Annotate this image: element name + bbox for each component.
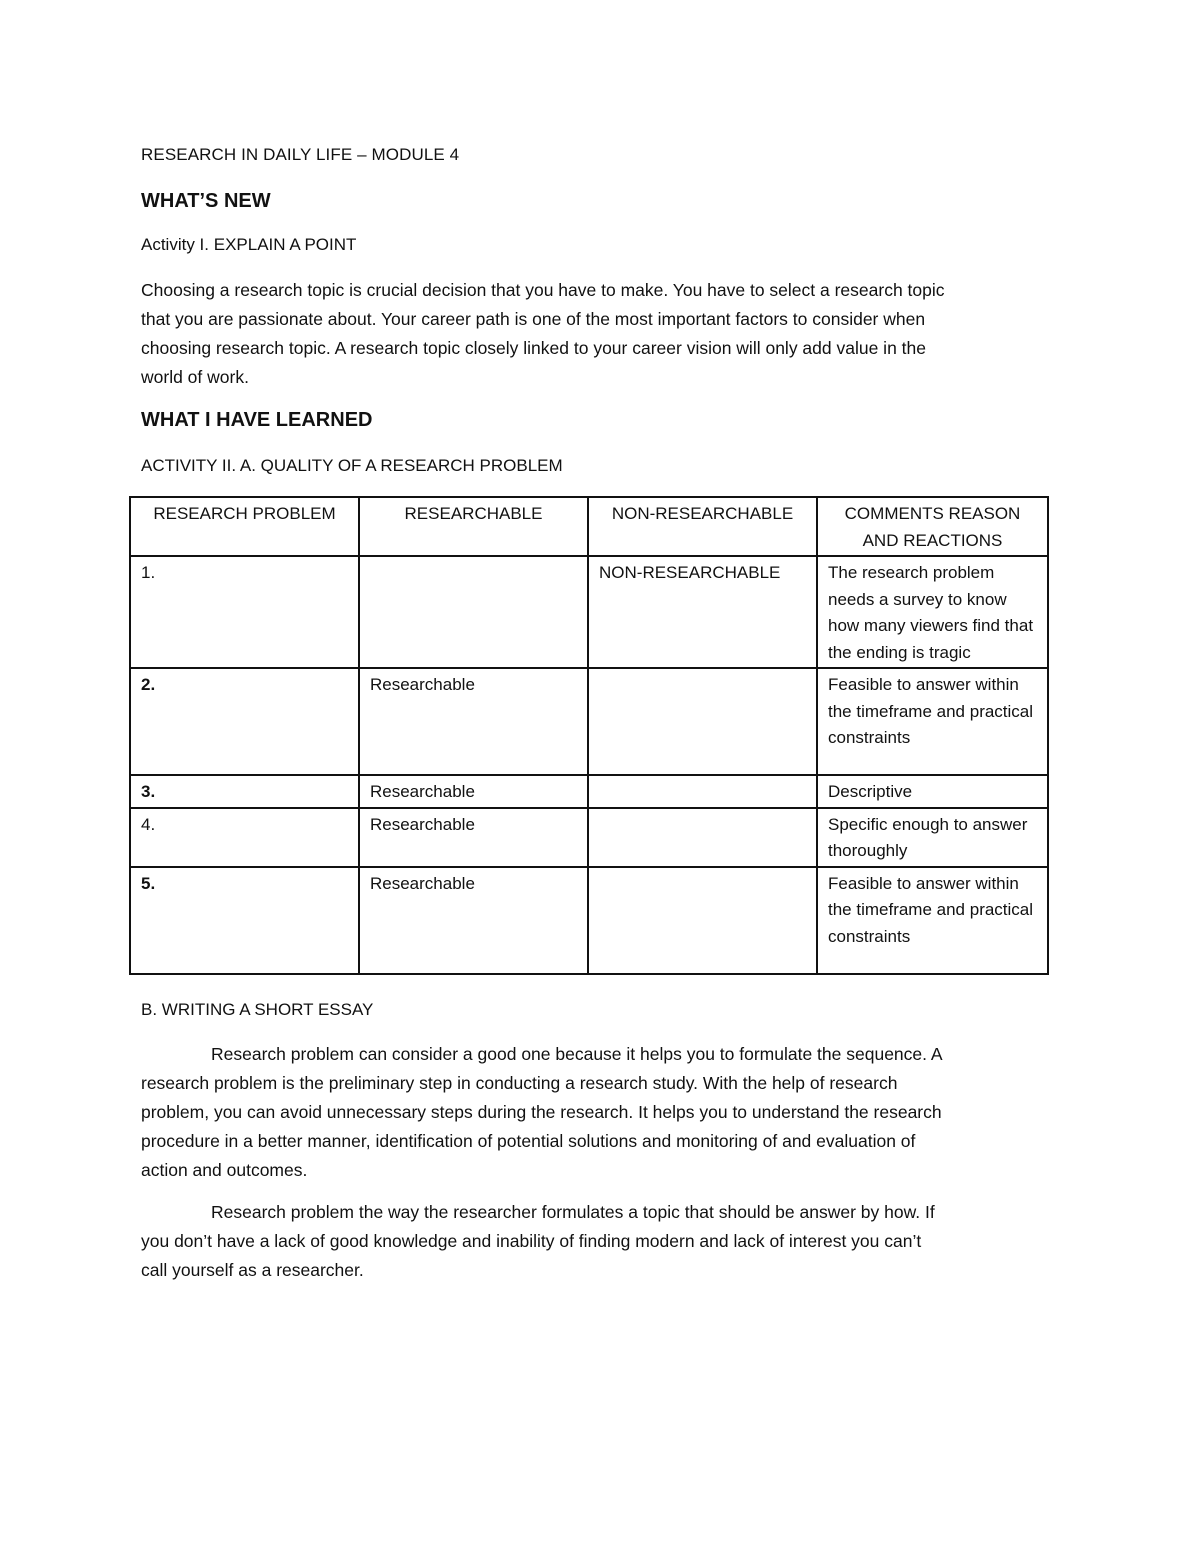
- header-researchable: RESEARCHABLE: [359, 497, 588, 556]
- table-row: [130, 668, 1048, 775]
- table-row: [130, 775, 1048, 808]
- researchable-cell: Researchable: [359, 867, 588, 974]
- comments-cell: Feasible to answer within the timeframe and practical constraints: [817, 668, 1048, 775]
- non-researchable-cell: [588, 775, 817, 808]
- activity-two-title: ACTIVITY II. A. QUALITY OF A RESEARCH PROBLEM: [141, 456, 563, 475]
- header-comments: COMMENTS REASON AND REACTIONS: [817, 497, 1048, 556]
- researchable-cell: Researchable: [359, 808, 588, 867]
- comments-cell: Feasible to answer within the timeframe and practical constraints: [817, 867, 1048, 974]
- paragraph-line: procedure in a better manner, identification of potential solutions and monitoring of and evaluation of: [141, 1131, 916, 1151]
- activity-one-title: Activity I. EXPLAIN A POINT: [141, 235, 357, 254]
- essay-heading: B. WRITING A SHORT ESSAY: [141, 1000, 374, 1019]
- non-researchable-cell: [588, 867, 817, 974]
- paragraph-line: call yourself as a researcher.: [141, 1260, 364, 1280]
- research-problem-table: [129, 496, 1049, 975]
- researchable-cell: Researchable: [359, 668, 588, 775]
- paragraph-line: Research problem can consider a good one because it helps you to formulate the sequence. A: [211, 1044, 943, 1064]
- essay-paragraph-1: [141, 1040, 1061, 1185]
- paragraph-line: Research problem the way the researcher formulates a topic that should be answer by how. If: [211, 1202, 935, 1222]
- paragraph-line: you don’t have a lack of good knowledge and inability of finding modern and lack of interest you can’t: [141, 1231, 922, 1251]
- comments-cell: Descriptive: [817, 775, 1048, 808]
- non-researchable-cell: [588, 668, 817, 775]
- row-number: 2.: [130, 668, 359, 775]
- non-researchable-cell: NON-RESEARCHABLE: [588, 556, 817, 668]
- paragraph-line: world of work.: [141, 367, 249, 387]
- comments-cell: Specific enough to answer thoroughly: [817, 808, 1048, 867]
- non-researchable-cell: [588, 808, 817, 867]
- row-number: 4.: [130, 808, 359, 867]
- row-number: 5.: [130, 867, 359, 974]
- what-i-have-learned-heading: WHAT I HAVE LEARNED: [141, 409, 373, 431]
- whats-new-heading: WHAT’S NEW: [141, 190, 271, 212]
- table-row: [130, 808, 1048, 867]
- header-non-researchable: NON-RESEARCHABLE: [588, 497, 817, 556]
- table-row: [130, 556, 1048, 668]
- paragraph-line: choosing research topic. A research topic closely linked to your career vision will only add value in the: [141, 338, 926, 358]
- paragraph-line: action and outcomes.: [141, 1160, 308, 1180]
- essay-paragraph-2: [141, 1198, 1061, 1285]
- paragraph-line: research problem is the preliminary step in conducting a research study. With the help of research: [141, 1073, 898, 1093]
- activity-one-paragraph: [141, 276, 1051, 392]
- row-number: 3.: [130, 775, 359, 808]
- header-research-problem: RESEARCH PROBLEM: [130, 497, 359, 556]
- comments-cell: The research problem needs a survey to know how many viewers find that the ending is tragic: [817, 556, 1048, 668]
- researchable-cell: [359, 556, 588, 668]
- table-header-row: [130, 497, 1048, 556]
- document-title: RESEARCH IN DAILY LIFE – MODULE 4: [141, 145, 460, 164]
- paragraph-line: Choosing a research topic is crucial decision that you have to make. You have to select a research topic: [141, 280, 945, 300]
- table-row: [130, 867, 1048, 974]
- researchable-cell: Researchable: [359, 775, 588, 808]
- paragraph-line: problem, you can avoid unnecessary steps during the research. It helps you to understand the research: [141, 1102, 942, 1122]
- paragraph-line: that you are passionate about. Your career path is one of the most important factors to consider when: [141, 309, 926, 329]
- row-number: 1.: [130, 556, 359, 668]
